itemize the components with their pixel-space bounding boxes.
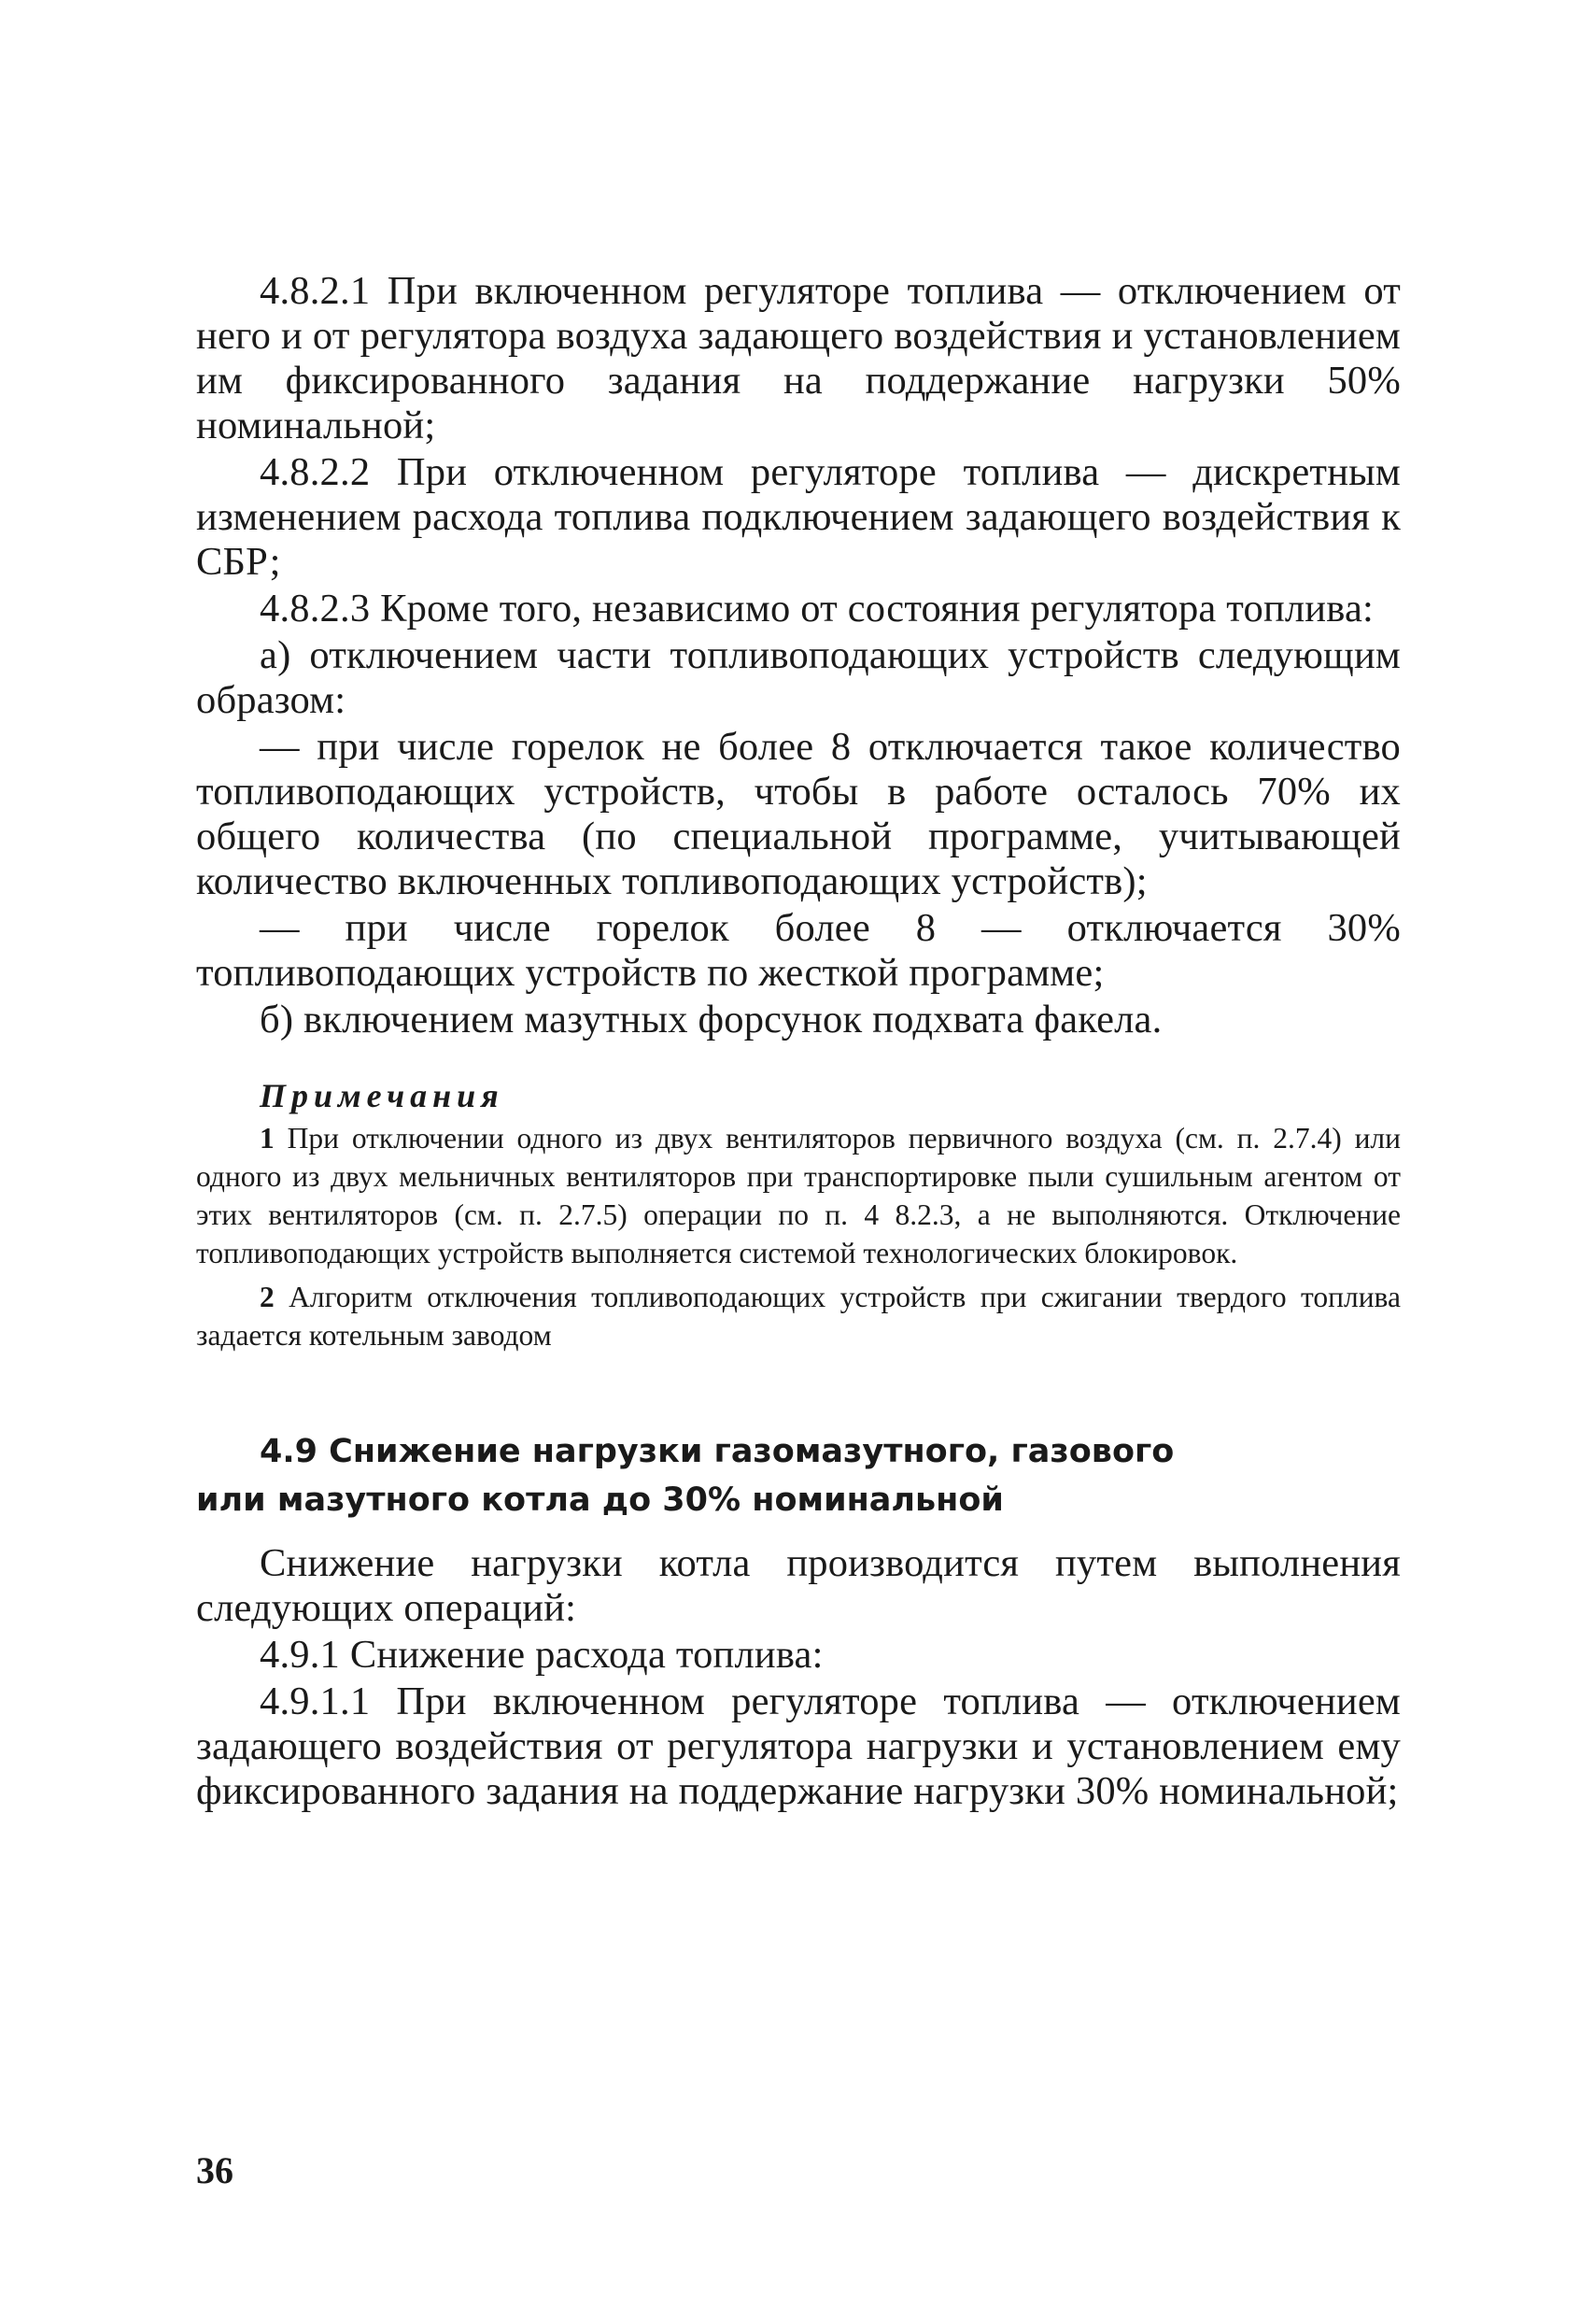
note-text: Алгоритм отключения топливоподающих устройств при сжигании твердого топлива задается котельным заводом (196, 1281, 1401, 1352)
note-number: 1 (260, 1122, 275, 1155)
notes-heading: Примечания (260, 1077, 504, 1114)
note-1 (196, 1119, 1401, 1272)
dash-item-1: — при числе горелок не более 8 отключается такое количество топливоподающих устройств, чтобы в работе осталось 70% их общего количества (по специальной программе, учитывающей количество включенных топливоподающих устройств); (196, 725, 1401, 903)
paragraph-intro: Снижение нагрузки котла производится путем выполнения следующих операций: (196, 1541, 1401, 1630)
paragraph-4-9-1-1: 4.9.1.1 При включенном регуляторе топлива — отключением задающего воздействия от регулятора нагрузки и установлением ему фиксированного задания на поддержание нагрузки 30% номинальной; (196, 1679, 1401, 1813)
note-number: 2 (260, 1281, 275, 1313)
page-number: 36 (196, 2149, 233, 2191)
page-content (196, 269, 1401, 1816)
note-2 (196, 1278, 1401, 1354)
section-title-line-1: 4.9 Снижение нагрузки газомазутного, газового (260, 1433, 1175, 1470)
paragraph-4-8-2-1: 4.8.2.1 При включенном регуляторе топлива — отключением от него и от регулятора воздуха задающего воздействия и установлением им фиксированного задания на поддержание нагрузки 50% номинальной; (196, 269, 1401, 447)
section-title-4-9 (196, 1427, 1401, 1524)
dash-item-2: — при числе горелок более 8 — отключается 30% топливоподающих устройств по жесткой программе; (196, 906, 1401, 995)
paragraph-4-8-2-2: 4.8.2.2 При отключенном регуляторе топлива — дискретным изменением расхода топлива подключением задающего воздействия к СБР; (196, 450, 1401, 584)
paragraph-4-9-1: 4.9.1 Снижение расхода топлива: (260, 1633, 824, 1677)
paragraph-4-8-2-3: 4.8.2.3 Кроме того, независимо от состояния регулятора топлива: (260, 587, 1375, 631)
section-title-line-2: или мазутного котла до 30% номинальной (196, 1481, 1004, 1519)
item-b: б) включением мазутных форсунок подхвата факела. (260, 998, 1163, 1042)
item-a: а) отключением части топливоподающих устройств следующим образом: (196, 633, 1401, 722)
note-text: При отключении одного из двух вентиляторов первичного воздуха (см. п. 2.7.4) или одного из двух мельничных вентиляторов при транспортировке пыли сушильным агентом от этих вентиляторов (см. п. 2.7.5) операции по п. 4 8.2.3, а не выполняются. Отключение топливоподающих устройств выполняется системой технологических блокировок. (196, 1122, 1401, 1269)
